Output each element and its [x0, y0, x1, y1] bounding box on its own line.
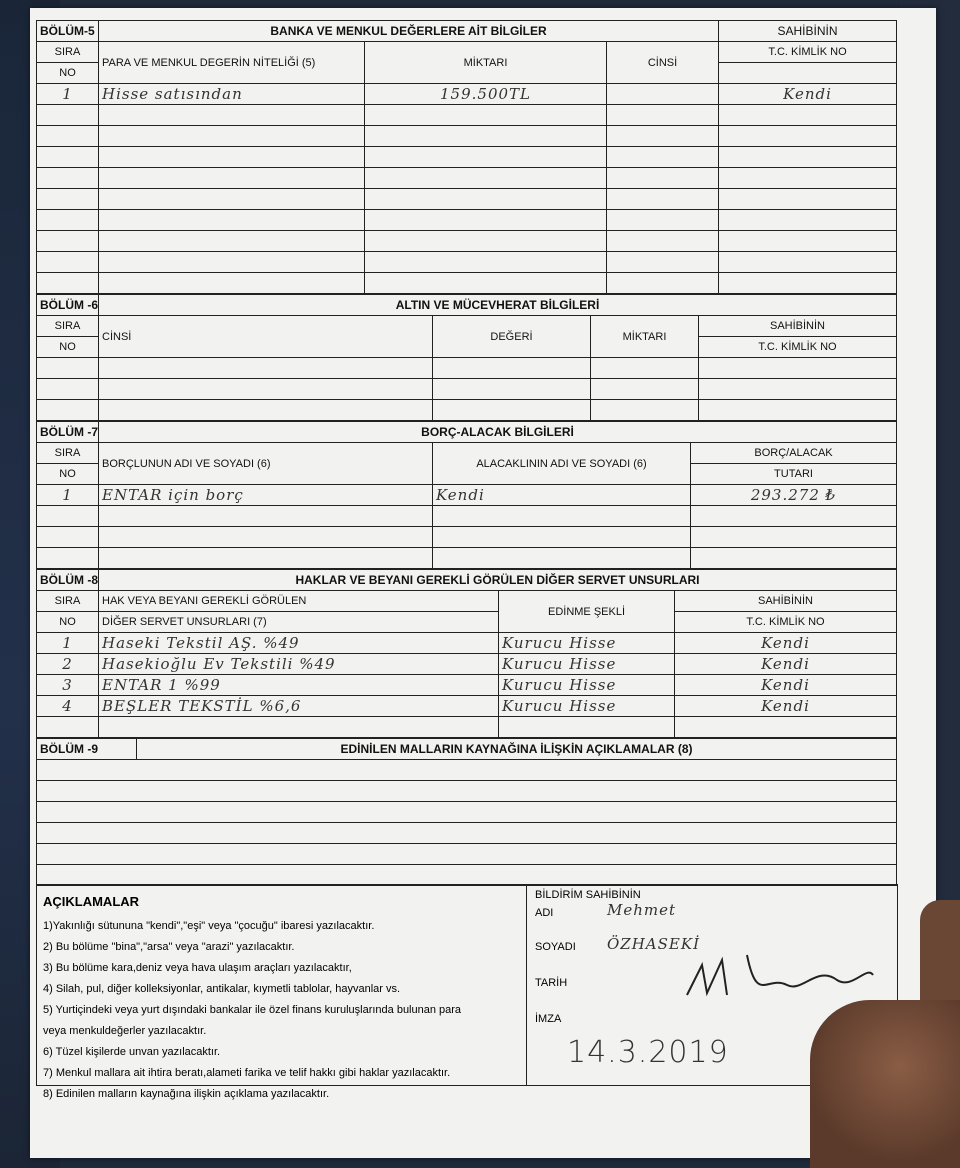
note-item: 3) Bu bölüme kara,deniz veya hava ulaşım araçları yazılacaktır,	[43, 962, 352, 974]
col-borclu: BORÇLUNUN ADI VE SOYADI (6)	[99, 443, 433, 485]
empty-row	[37, 802, 897, 823]
section-7-title: BORÇ-ALACAK BİLGİLERİ	[99, 422, 897, 443]
col-hak-2: DİĞER SERVET UNSURLARI (7)	[99, 612, 499, 633]
row-edinme: Kurucu Hisse	[499, 696, 675, 717]
row-no: 1	[37, 84, 99, 105]
empty-row	[37, 781, 897, 802]
row-hak: BEŞLER TEKSTİL %6,6	[99, 696, 499, 717]
empty-row	[37, 865, 897, 886]
notes-title: AÇIKLAMALAR	[43, 894, 140, 909]
section-6-label: BÖLÜM -6	[37, 295, 99, 316]
empty-row	[37, 760, 897, 781]
form-body	[36, 20, 896, 886]
empty-row	[37, 844, 897, 865]
empty-row	[37, 717, 897, 738]
note-item: 8) Edinilen malların kaynağına ilişkin açıklama yazılacaktır.	[43, 1088, 330, 1100]
section-6-table	[36, 294, 897, 421]
row-edinme: Kurucu Hisse	[499, 654, 675, 675]
notes-list	[37, 885, 527, 1100]
signature-image	[677, 945, 877, 1005]
table-row	[37, 654, 897, 675]
row-hak: ENTAR 1 %99	[99, 675, 499, 696]
col-owner-empty	[719, 63, 897, 84]
col-sira: SIRA	[37, 443, 99, 464]
table-row	[37, 633, 897, 654]
col-hak-1: HAK VEYA BEYANI GEREKLİ GÖRÜLEN	[99, 591, 499, 612]
col-owner-2: T.C. KİMLİK NO	[719, 42, 897, 63]
section-9-label: BÖLÜM -9	[37, 739, 137, 760]
col-owner-1: SAHİBİNİN	[675, 591, 897, 612]
handwritten-date: 14.3.2019	[567, 1035, 729, 1070]
section-5-label: BÖLÜM-5	[37, 21, 99, 42]
col-owner-1: SAHİBİNİN	[699, 316, 897, 337]
col-sira: SIRA	[37, 316, 99, 337]
note-item: 6) Tüzel kişilerde unvan yazılacaktır.	[43, 1046, 221, 1058]
row-tutar: 293.272 ₺	[691, 485, 897, 506]
col-no: NO	[37, 464, 99, 485]
col-owner-2: T.C. KİMLİK NO	[675, 612, 897, 633]
note-item: 7) Menkul mallara ait ihtira beratı,alameti farika ve telif hakkı gibi haklar yazılacaktır.	[43, 1067, 451, 1079]
section-7-table	[36, 421, 897, 569]
row-edinme: Kurucu Hisse	[499, 675, 675, 696]
date-label: TARİH	[535, 977, 568, 989]
row-nitelik: Hisse satısından	[99, 84, 365, 105]
owner-surname-label: SOYADI	[535, 941, 576, 953]
section-8-table	[36, 569, 897, 738]
row-owner: Kendi	[675, 696, 897, 717]
col-no: NO	[37, 337, 99, 358]
section-7-label: BÖLÜM -7	[37, 422, 99, 443]
note-item: 4) Silah, pul, diğer kolleksiyonlar, antikalar, kıymetli tablolar, hayvanlar vs.	[43, 983, 401, 995]
empty-row	[37, 506, 897, 527]
col-no: NO	[37, 612, 99, 633]
col-tutar-1: BORÇ/ALACAK	[691, 443, 897, 464]
table-row	[37, 696, 897, 717]
row-miktar: 159.500TL	[365, 84, 607, 105]
row-no: 2	[37, 654, 99, 675]
owner-name-label: ADI	[535, 907, 554, 919]
table-row	[37, 675, 897, 696]
col-nitelik: PARA VE MENKUL DEGERİN NİTELİĞİ (5)	[99, 42, 365, 84]
col-cins: CİNSİ	[99, 316, 433, 358]
owner-surname: ÖZHASEKİ	[607, 935, 700, 953]
row-no: 4	[37, 696, 99, 717]
col-miktar: MİKTARI	[365, 42, 607, 84]
col-no: NO	[37, 63, 99, 84]
section-9-table	[36, 738, 897, 886]
col-sira: SIRA	[37, 42, 99, 63]
empty-row	[37, 126, 897, 147]
note-item: 5) Yurtiçindeki veya yurt dışındaki bankalar ile özel finans kuruluşlarında bulunan para	[43, 1004, 462, 1016]
signature-label: İMZA	[535, 1013, 562, 1025]
empty-row	[37, 823, 897, 844]
empty-row	[37, 273, 897, 294]
row-no: 1	[37, 633, 99, 654]
row-edinme: Kurucu Hisse	[499, 633, 675, 654]
empty-row	[37, 231, 897, 252]
empty-row	[37, 210, 897, 231]
owner-heading: BİLDİRİM SAHİBİNİN	[535, 889, 641, 901]
empty-row	[37, 548, 897, 569]
col-edinme: EDİNME ŞEKLİ	[499, 591, 675, 633]
col-deger: DEĞERİ	[433, 316, 591, 358]
empty-row	[37, 147, 897, 168]
owner-name: Mehmet	[607, 901, 677, 919]
empty-row	[37, 105, 897, 126]
empty-row	[37, 527, 897, 548]
empty-row	[37, 358, 897, 379]
col-alacakli: ALACAKLININ ADI VE SOYADI (6)	[433, 443, 691, 485]
note-item: 2) Bu bölüme "bina","arsa" veya "arazi" yazılacaktır.	[43, 941, 295, 953]
table-row	[37, 84, 897, 105]
note-item: veya menkuldeğerler yazılacaktır.	[43, 1025, 207, 1037]
empty-row	[37, 189, 897, 210]
notes-box	[36, 884, 898, 1100]
section-9-title: EDİNİLEN MALLARIN KAYNAĞINA İLİŞKİN AÇIKLAMALAR (8)	[137, 739, 897, 760]
row-no: 1	[37, 485, 99, 506]
row-owner: Kendi	[719, 84, 897, 105]
row-cins	[607, 84, 719, 105]
col-owner-2: T.C. KİMLİK NO	[699, 337, 897, 358]
col-cins: CİNSİ	[607, 42, 719, 84]
section-6-title: ALTIN VE MÜCEVHERAT BİLGİLERİ	[99, 295, 897, 316]
row-hak: Hasekioğlu Ev Tekstili %49	[99, 654, 499, 675]
empty-row	[37, 168, 897, 189]
col-tutar-2: TUTARI	[691, 464, 897, 485]
empty-row	[37, 252, 897, 273]
thumb-shape	[810, 1000, 960, 1168]
section-8-label: BÖLÜM -8	[37, 570, 99, 591]
col-owner-1: SAHİBİNİN	[719, 21, 897, 42]
section-5-table	[36, 20, 897, 294]
row-hak: Haseki Tekstil AŞ. %49	[99, 633, 499, 654]
col-sira: SIRA	[37, 591, 99, 612]
section-5-title: BANKA VE MENKUL DEĞERLERE AİT BİLGİLER	[99, 21, 719, 42]
section-8-title: HAKLAR VE BEYANI GEREKLİ GÖRÜLEN DİĞER SERVET UNSURLARI	[99, 570, 897, 591]
table-row	[37, 485, 897, 506]
row-owner: Kendi	[675, 654, 897, 675]
row-borclu: ENTAR için borç	[99, 485, 433, 506]
row-alacakli: Kendi	[433, 485, 691, 506]
col-miktar: MİKTARI	[591, 316, 699, 358]
note-item: 1)Yakınlığı sütununa "kendi","eşi" veya "çocuğu" ibaresi yazılacaktır.	[43, 920, 375, 932]
row-no: 3	[37, 675, 99, 696]
row-owner: Kendi	[675, 633, 897, 654]
row-owner: Kendi	[675, 675, 897, 696]
empty-row	[37, 379, 897, 400]
empty-row	[37, 400, 897, 421]
